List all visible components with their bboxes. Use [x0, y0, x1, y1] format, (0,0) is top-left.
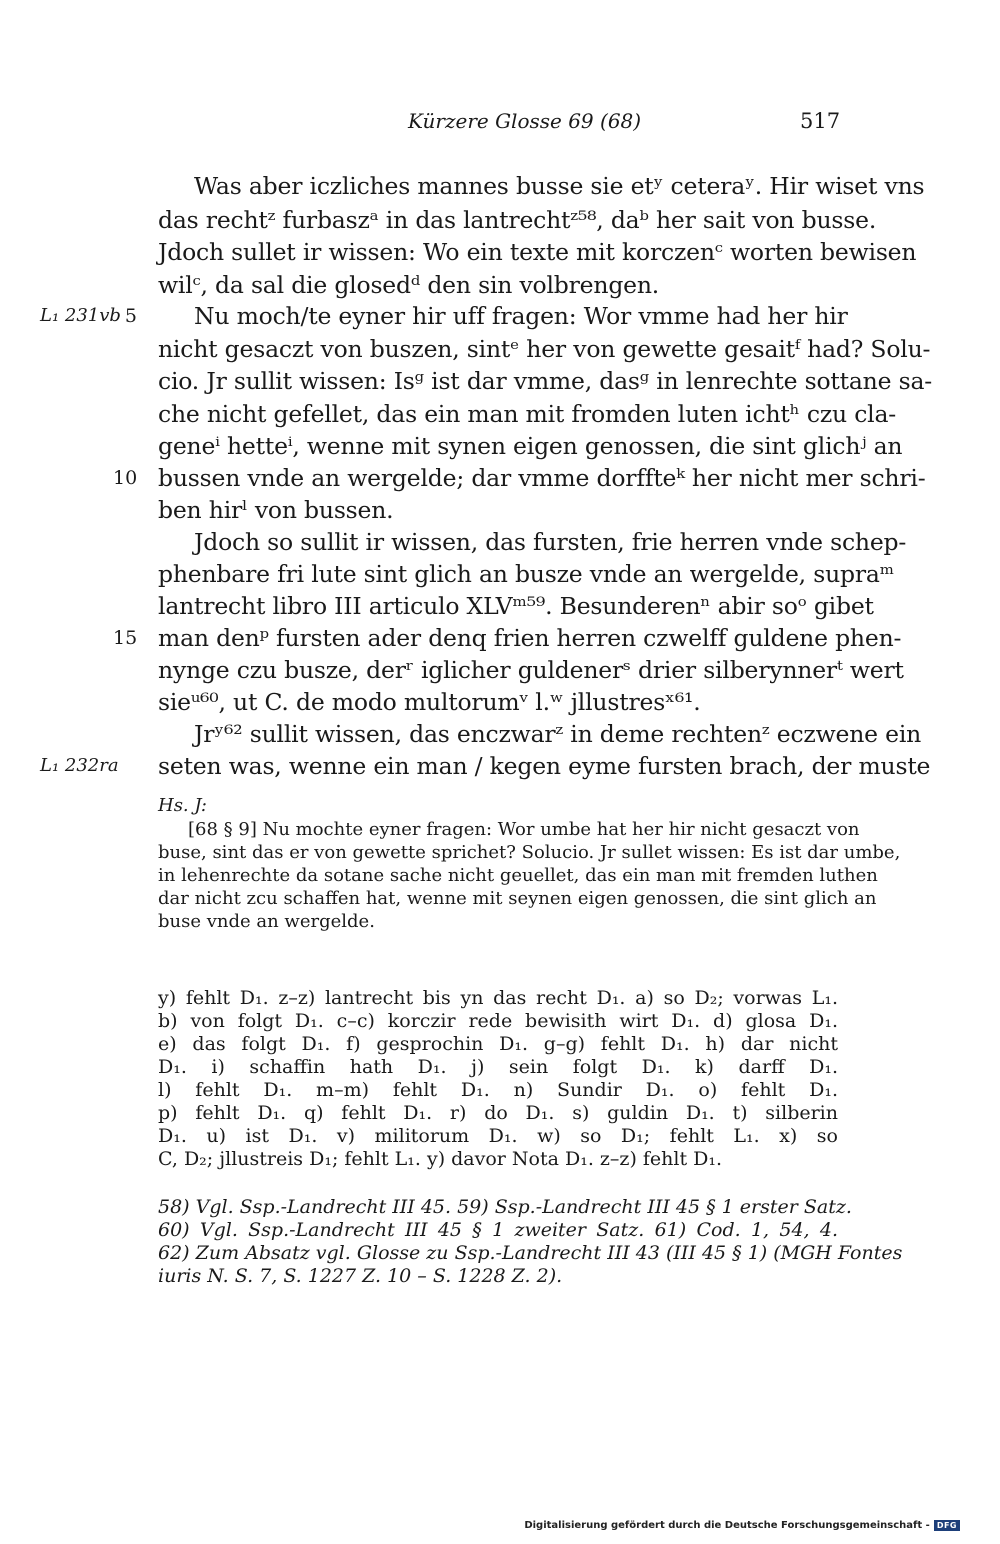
footnote-line: D₁. i) schaffin hath D₁. j) sein folgt D₁. k) darff D₁.	[158, 1056, 838, 1078]
text-line: wilᶜ, da sal die glosedᵈ den sin volbrengen.	[158, 271, 660, 299]
source-note-line: 60) Vgl. Ssp.-Landrecht III 45 § 1 zweiter Satz. 61) Cod. 1, 54, 4.	[158, 1219, 838, 1241]
line-number: 15	[113, 627, 138, 649]
text-line: sieᵘ⁶⁰, ut C. de modo multorumᵛ l.ʷ jllustresˣ⁶¹.	[158, 688, 701, 716]
line-number: 10	[113, 467, 138, 489]
note-line: dar nicht zcu schaffen hat, wenne mit seynen eigen genossen, die sint glich an	[158, 888, 877, 909]
note-line: buse vnde an wergelde.	[158, 911, 375, 932]
running-header-title: Kürzere Glosse 69 (68)	[408, 109, 642, 133]
text-line: nicht gesaczt von buszen, sintᵉ her von gewette gesaitᶠ had? Solu-	[158, 335, 931, 363]
footnote-line: b) von folgt D₁. c–c) korczir rede bewisith wirt D₁. d) glosa D₁.	[158, 1010, 838, 1032]
text-line: Jdoch sullet ir wissen: Wo ein texte mit korczenᶜ worten bewisen	[158, 238, 917, 266]
source-note-line: 62) Zum Absatz vgl. Glosse zu Ssp.-Landrecht III 43 (III 45 § 1) (MGH Fontes	[158, 1242, 903, 1264]
text-line: Nu moch/te eyner hir uff fragen: Wor vmme had her hir	[194, 302, 848, 330]
text-line: Was aber iczliches mannes busse sie etʸ ceteraʸ. Hir wiset vns	[194, 172, 925, 200]
credit-text: Digitalisierung gefördert durch die Deutsche Forschungsgemeinschaft -	[524, 1520, 930, 1531]
text-line: bussen vnde an wergelde; dar vmme dorffteᵏ her nicht mer schri-	[158, 464, 926, 492]
text-line: ben hirˡ von bussen.	[158, 496, 394, 524]
note-line: [68 § 9] Nu mochte eyner fragen: Wor umbe hat her hir nicht gesaczt von	[188, 819, 860, 840]
note-line: in lehenrechte da sotane sache nicht geuellet, das ein man mit fremden luthen	[158, 865, 878, 886]
text-line: geneⁱ hetteⁱ, wenne mit synen eigen genossen, die sint glichʲ an	[158, 432, 903, 460]
footnote-line: y) fehlt D₁. z–z) lantrecht bis yn das recht D₁. a) so D₂; vorwas L₁.	[158, 987, 838, 1009]
text-line: phenbare fri lute sint glich an busze vnde an wergelde, supraᵐ	[158, 560, 894, 588]
digitization-credit	[524, 1520, 960, 1531]
text-line: Jrʸ⁶² sullit wissen, das enczwarᶻ in deme rechtenᶻ eczwene ein	[194, 720, 922, 748]
note-line: buse, sint das er von gewette sprichet? Solucio. Jr sullet wissen: Es ist dar umbe,	[158, 842, 901, 863]
footnote-line: l) fehlt D₁. m–m) fehlt D₁. n) Sundir D₁. o) fehlt D₁.	[158, 1079, 838, 1101]
text-line: cio. Jr sullit wissen: Isᵍ ist dar vmme, dasᵍ in lenrechte sottane sa-	[158, 367, 933, 395]
footnote-line: p) fehlt D₁. q) fehlt D₁. r) do D₁. s) guldin D₁. t) silberin	[158, 1102, 838, 1124]
text-line: lantrecht libro III articulo XLVᵐ⁵⁹. Besunderenⁿ abir soᵒ gibet	[158, 592, 874, 620]
text-line: nynge czu busze, derʳ iglicher guldenerˢ drier silberynnerᵗ wert	[158, 656, 904, 684]
dfg-logo-icon: DFG	[934, 1520, 960, 1531]
page-number: 517	[800, 109, 841, 133]
footnote-line: e) das folgt D₁. f) gesprochin D₁. g–g) fehlt D₁. h) dar nicht	[158, 1033, 838, 1055]
text-line: man denᵖ fursten ader denq frien herren czwelff guldene phen-	[158, 624, 902, 652]
footnote-line: D₁. u) ist D₁. v) militorum D₁. w) so D₁; fehlt L₁. x) so	[158, 1125, 838, 1147]
line-number: 5	[124, 305, 137, 327]
manuscript-siglum: L₁ 232ra	[40, 755, 119, 776]
text-line: Jdoch so sullit ir wissen, das fursten, frie herren vnde schep-	[194, 528, 907, 556]
footnote-line: C, D₂; jllustreis D₁; fehlt L₁. y) davor Nota D₁. z–z) fehlt D₁.	[158, 1148, 723, 1170]
source-note-line: 58) Vgl. Ssp.-Landrecht III 45. 59) Ssp.-Landrecht III 45 § 1 erster Satz.	[158, 1196, 852, 1218]
text-line: seten was, wenne ein man / kegen eyme fursten brach, der muste	[158, 752, 931, 780]
text-line: che nicht gefellet, das ein man mit fromden luten ichtʰ czu cla-	[158, 400, 897, 428]
text-line: das rechtᶻ furbaszᵃ in das lantrechtᶻ⁵⁸, daᵇ her sait von busse.	[158, 206, 877, 234]
manuscript-siglum: L₁ 231vb	[40, 305, 121, 326]
source-note-line: iuris N. S. 7, S. 1227 Z. 10 – S. 1228 Z. 2).	[158, 1265, 563, 1287]
manuscript-note-label: Hs. J:	[158, 795, 207, 816]
